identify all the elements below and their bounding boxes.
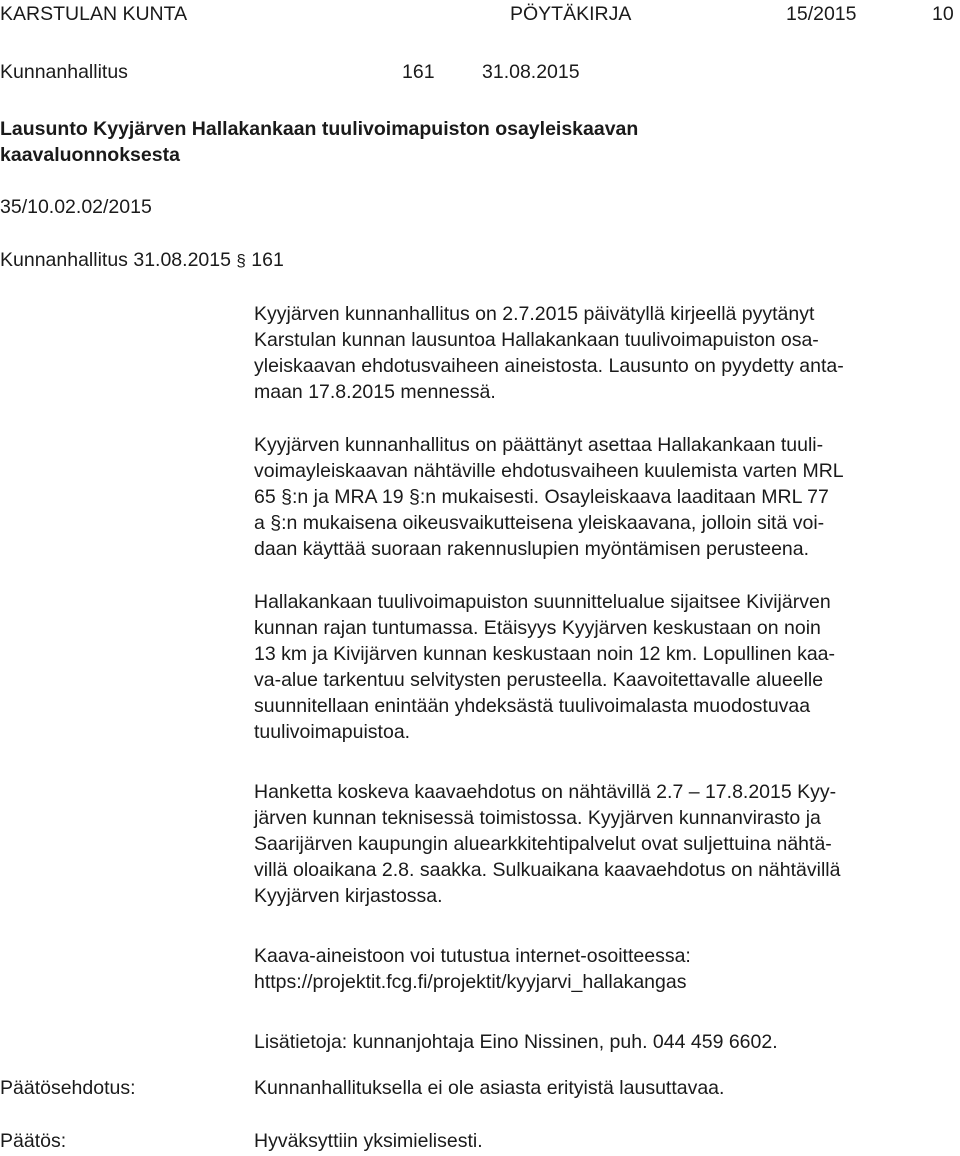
paragraph-line: daan käyttää suoraan rakennuslupien myöntämisen perusteena. bbox=[254, 538, 810, 560]
paragraph-line: Saarijärven kaupungin aluearkkitehtipalvelut ovat suljettuina nähtä- bbox=[254, 833, 832, 855]
paragraph-line: järven kunnan teknisessä toimistossa. Kyyjärven kunnanvirasto ja bbox=[254, 807, 821, 829]
paragraph-line: tuulivoimapuistoa. bbox=[254, 721, 411, 743]
diary-number: 35/10.02.02/2015 bbox=[0, 196, 152, 218]
main-content bbox=[254, 301, 954, 1055]
paragraph-line: 13 km ja Kivijärven kunnan keskustaan noin 12 km. Lopullinen kaa- bbox=[254, 643, 836, 665]
paragraph-line: va-alue tarkentuu selvitysten perusteella. Kaavoitettavalle alueelle bbox=[254, 669, 824, 691]
paragraph-line: yleiskaavan ehdotusvaiheen aineistosta. Lausunto on pyydetty anta- bbox=[254, 355, 844, 377]
meeting-date: 31.08.2015 bbox=[482, 61, 580, 83]
meeting-reference bbox=[0, 247, 284, 274]
meeting-reference-prefix: Kunnanhallitus 31.08.2015 bbox=[0, 249, 231, 271]
paragraph-contact bbox=[254, 1029, 954, 1055]
paragraph-line: Kyyjärven kunnanhallitus on 2.7.2015 päivätyllä kirjeellä pyytänyt bbox=[254, 303, 815, 325]
meeting-section: 161 bbox=[402, 61, 435, 83]
paragraph-line: Hallakankaan tuulivoimapuiston suunnittelualue sijaitsee Kivijärven bbox=[254, 591, 831, 613]
section-sign: § bbox=[236, 251, 246, 270]
paragraph-material-link bbox=[254, 943, 954, 995]
paragraph-line: a §:n mukaisena oikeusvaikutteisena yleiskaavana, jolloin sitä voi- bbox=[254, 512, 825, 534]
title-line-1: Lausunto Kyyjärven Hallakankaan tuulivoimapuiston osayleiskaavan bbox=[0, 118, 639, 140]
proposal-text: Kunnanhallituksella ei ole asiasta erityistä lausuttavaa. bbox=[254, 1077, 725, 1099]
paragraph-line: villä oloaikana 2.8. saakka. Sulkuaikana kaavaehdotus on nähtävillä bbox=[254, 859, 841, 881]
paragraph-line: Hanketta koskeva kaavaehdotus on nähtävillä 2.7 – 17.8.2015 Kyy- bbox=[254, 781, 837, 803]
paragraph-display bbox=[254, 779, 954, 909]
paragraph-decision-info bbox=[254, 432, 954, 562]
meeting-reference-section: 161 bbox=[251, 249, 284, 271]
decision-text: Hyväksyttiin yksimielisesti. bbox=[254, 1130, 483, 1152]
document-number: 15/2015 bbox=[786, 3, 857, 25]
meeting-body: Kunnanhallitus bbox=[0, 61, 128, 83]
paragraph-line: Kyyjärven kunnanhallitus on päättänyt asettaa Hallakankaan tuuli- bbox=[254, 434, 824, 456]
paragraph-line: suunnitellaan enintään yhdeksästä tuulivoimalasta muodostuvaa bbox=[254, 695, 811, 717]
municipality-name: KARSTULAN KUNTA bbox=[0, 3, 188, 25]
document-title bbox=[0, 116, 820, 168]
paragraph-line: Lisätietoja: kunnanjohtaja Eino Nissinen, puh. 044 459 6602. bbox=[254, 1031, 778, 1053]
page-number: 10 bbox=[932, 3, 954, 25]
paragraph-line: voimayleiskaavan nähtäville ehdotusvaiheen kuulemista varten MRL bbox=[254, 460, 844, 482]
decision-label: Päätös: bbox=[0, 1130, 67, 1152]
paragraph-line: 65 §:n ja MRA 19 §:n mukaisesti. Osayleiskaava laaditaan MRL 77 bbox=[254, 486, 829, 508]
paragraph-line: Kaava-aineistoon voi tutustua internet-osoitteessa: bbox=[254, 945, 691, 967]
title-line-2: kaavaluonnoksesta bbox=[0, 144, 180, 166]
paragraph-line: maan 17.8.2015 mennessä. bbox=[254, 381, 496, 403]
material-url: https://projektit.fcg.fi/projektit/kyyjarvi_hallakangas bbox=[254, 971, 687, 993]
paragraph-line: Kyyjärven kirjastossa. bbox=[254, 885, 443, 907]
paragraph-request bbox=[254, 301, 954, 405]
document-type: PÖYTÄKIRJA bbox=[510, 3, 632, 25]
paragraph-location bbox=[254, 589, 954, 745]
paragraph-line: Karstulan kunnan lausuntoa Hallakankaan tuulivoimapuiston osa- bbox=[254, 329, 819, 351]
proposal-label: Päätösehdotus: bbox=[0, 1077, 136, 1099]
paragraph-line: kunnan rajan tuntumassa. Etäisyys Kyyjärven keskustaan on noin bbox=[254, 617, 821, 639]
